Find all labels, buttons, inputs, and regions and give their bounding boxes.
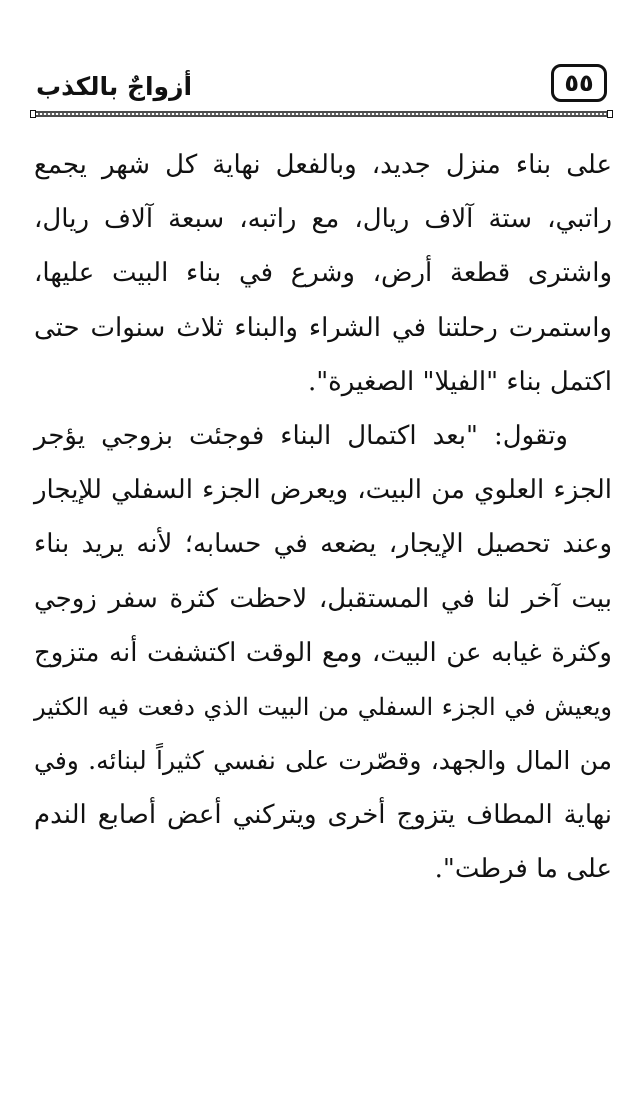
page-header bbox=[30, 62, 613, 114]
text-line: على ما فرطت". bbox=[434, 854, 612, 885]
text-line: اكتمل بناء "الفيلا" الصغيرة". bbox=[307, 366, 612, 397]
text-line: وكثرة غيابه عن البيت، ومع الوقت اكتشفت أنه متزوج bbox=[34, 637, 612, 668]
text-line: وتقول: "بعد اكتمال البناء فوجئت بزوجي يؤجر bbox=[34, 420, 568, 451]
book-title: أزواجٌ بالكذب bbox=[36, 72, 193, 101]
text-line: ويعيش في الجزء السفلي من البيت الذي دفعت فيه الكثير bbox=[34, 692, 613, 721]
text-line: الجزء العلوي من البيت، ويعرض الجزء السفلي للإيجار bbox=[34, 475, 612, 506]
text-line: بيت آخر لنا في المستقبل، لاحظت كثرة سفر زوجي bbox=[34, 583, 612, 614]
text-line: وعند تحصيل الإيجار، يضعه في حسابه؛ لأنه يريد بناء bbox=[34, 529, 612, 560]
text-line: من المال والجهد، وقصّرت على نفسي كثيراً لبنائه. وفي bbox=[34, 746, 612, 776]
text-line: على بناء منزل جديد، وبالفعل نهاية كل شهر يجمع bbox=[34, 150, 612, 180]
page-number: ٥٥ bbox=[551, 64, 607, 102]
body-text bbox=[34, 138, 612, 897]
header-rule bbox=[30, 110, 613, 118]
text-line: نهاية المطاف يتزوج أخرى ويتركني أعض أصابع الندم bbox=[34, 800, 612, 831]
text-line: راتبي، ستة آلاف ريال، مع راتبه، سبعة آلاف ريال، bbox=[34, 204, 612, 235]
text-line: واستمرت رحلتنا في الشراء والبناء ثلاث سنوات حتى bbox=[34, 312, 612, 343]
text-line: واشترى قطعة أرض، وشرع في بناء البيت عليها، bbox=[34, 258, 612, 289]
header-rule-ornament bbox=[30, 110, 613, 118]
